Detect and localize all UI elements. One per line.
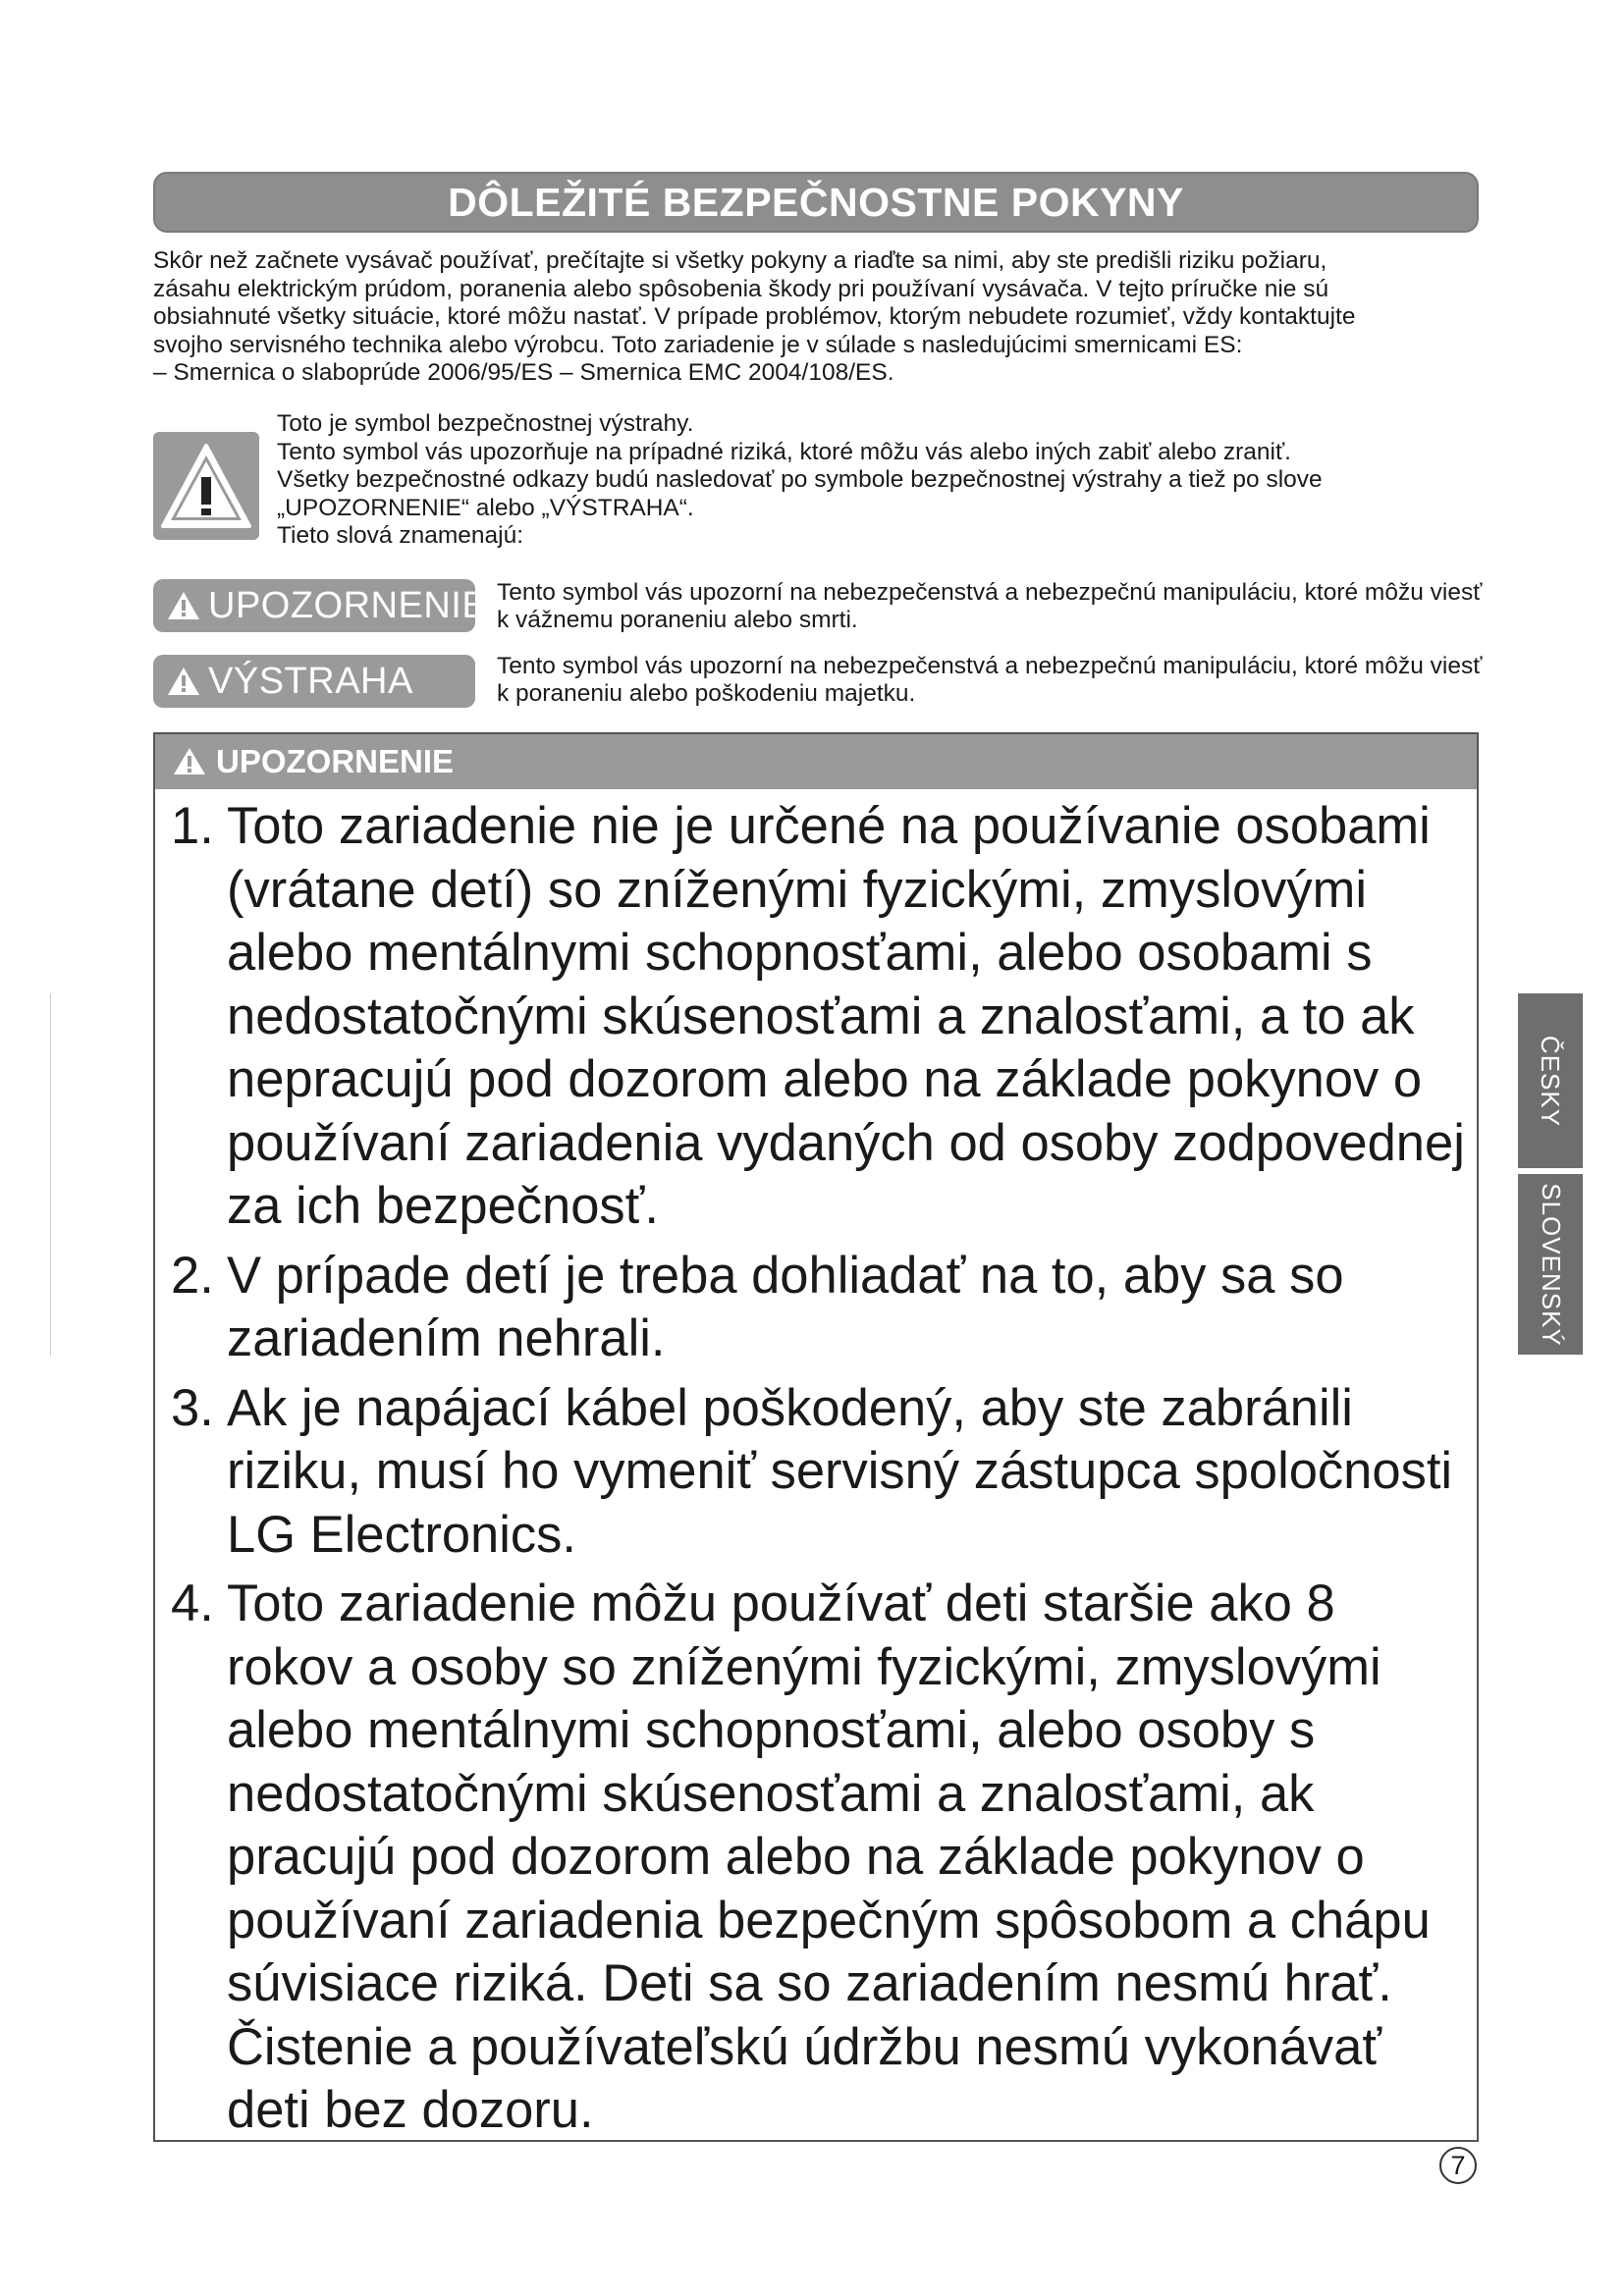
safety-symbol-explanation bbox=[277, 410, 1485, 551]
caution-badge bbox=[153, 579, 488, 632]
caution-badge-label: UPOZORNENIE bbox=[208, 585, 488, 626]
margin-line bbox=[50, 993, 51, 1357]
intro-paragraph bbox=[153, 247, 1479, 388]
list-item bbox=[171, 1377, 1472, 1568]
warning-triangle-icon bbox=[153, 432, 259, 540]
list-item-text: Ak je napájací kábel poškodený, aby ste zabránili riziku, musí ho vymeniť servisný zástupca spoločnosti LG Electronics. bbox=[227, 1378, 1453, 1564]
list-item bbox=[171, 1245, 1472, 1371]
symbol-text-line: Tento symbol vás upozorňuje na prípadné riziká, ktoré môžu vás alebo iných zabiť alebo zraniť. bbox=[277, 438, 1291, 465]
list-item-text: Toto zariadenie môžu používať deti staršie ako 8 rokov a osoby so zníženými fyzickými, zmyslovými alebo mentálnymi schopnosťami, alebo osoby s nedostatočnými skúsenosťami a znalosťami, ak pracujú pod dozorom alebo na základe pokynov o používaní zariadenia bezpečným spôsobom a chápu súvisiace riziká. Deti sa so zariadením nesmú hrať. Čistenie a používateľskú údržbu nesmú vykonávať deti bez dozoru. bbox=[227, 1575, 1431, 2139]
language-tab-czech bbox=[1518, 993, 1583, 1168]
list-item-number: 3. bbox=[171, 1378, 214, 1437]
warning-description: Tento symbol vás upozorní na nebezpečenstvá a nebezpečnú manipuláciu, ktoré môžu viesť k poraneniu alebo poškodeniu majetku. bbox=[497, 653, 1483, 707]
intro-line: obsiahnuté všetky situácie, ktoré môžu nastať. V prípade problémov, ktorým nebudete rozumieť, vždy kontaktujte bbox=[153, 303, 1356, 330]
intro-line: Skôr než začnete vysávač používať, prečítajte si všetky pokyny a riaďte sa nimi, aby ste predišli riziku požiaru, bbox=[153, 247, 1327, 274]
caution-box bbox=[153, 732, 1479, 2142]
list-item-number: 4. bbox=[171, 1575, 214, 1632]
page-title: DÔLEŽITÉ BEZPEČNOSTNE POKYNY bbox=[153, 172, 1479, 233]
safety-alert-icon-box bbox=[153, 432, 259, 540]
language-tab-label: SLOVENSKÝ bbox=[1536, 1182, 1566, 1347]
symbol-text-line: Všetky bezpečnostné odkazy budú nasledovať po symbole bezpečnostnej výstrahy a tiež po slove bbox=[277, 466, 1323, 493]
symbol-text-line: Tieto slová znamenajú: bbox=[277, 522, 524, 549]
warning-badge bbox=[153, 655, 475, 708]
intro-line: zásahu elektrickým prúdom, poranenia alebo spôsobenia škody pri používaní vysávača. V tejto príručke nie sú bbox=[153, 275, 1329, 302]
symbol-text-line: „UPOZORNENIE“ alebo „VÝSTRAHA“. bbox=[277, 494, 694, 521]
language-tab-label: ČESKY bbox=[1536, 1035, 1566, 1127]
list-item-number: 1. bbox=[171, 797, 214, 855]
intro-line: – Smernica o slaboprúde 2006/95/ES – Smernica EMC 2004/108/ES. bbox=[153, 359, 894, 386]
warning-badge-label: VÝSTRAHA bbox=[208, 661, 413, 702]
warning-triangle-icon bbox=[173, 747, 206, 776]
list-item bbox=[171, 795, 1472, 1239]
caution-box-title: UPOZORNENIE bbox=[216, 743, 455, 779]
symbol-text-line: Toto je symbol bezpečnostnej výstrahy. bbox=[277, 410, 694, 437]
caution-list bbox=[171, 795, 1472, 2149]
list-item-text: Toto zariadenie nie je určené na používanie osobami (vrátane detí) so zníženými fyzickými, zmyslovými alebo mentálnymi schopnosťami, alebo osobami s nedostatočnými skúsenosťami a znalosťami, a to ak nepracujú pod dozorom alebo na základe pokynov o používaní zariadenia vydaných od osoby zodpovednej za ich bezpečnosť. bbox=[227, 797, 1465, 1235]
warning-triangle-icon bbox=[167, 590, 200, 621]
list-item-text: V prípade detí je treba dohliadať na to, aby sa so zariadením nehrali. bbox=[227, 1246, 1344, 1367]
list-item-number: 2. bbox=[171, 1246, 214, 1305]
language-tab-slovak bbox=[1518, 1174, 1583, 1355]
page-number: 7 bbox=[1439, 2147, 1477, 2184]
intro-line: svojho servisného technika alebo výrobcu. Toto zariadenie je v súlade s nasledujúcimi smernicami ES: bbox=[153, 331, 1243, 358]
warning-triangle-icon bbox=[167, 666, 200, 697]
caution-box-header bbox=[155, 734, 1477, 789]
list-item bbox=[171, 1573, 1472, 2143]
caution-description: Tento symbol vás upozorní na nebezpečenstvá a nebezpečnú manipuláciu, ktoré môžu viesť k vážnemu poraneniu alebo smrti. bbox=[497, 579, 1483, 633]
